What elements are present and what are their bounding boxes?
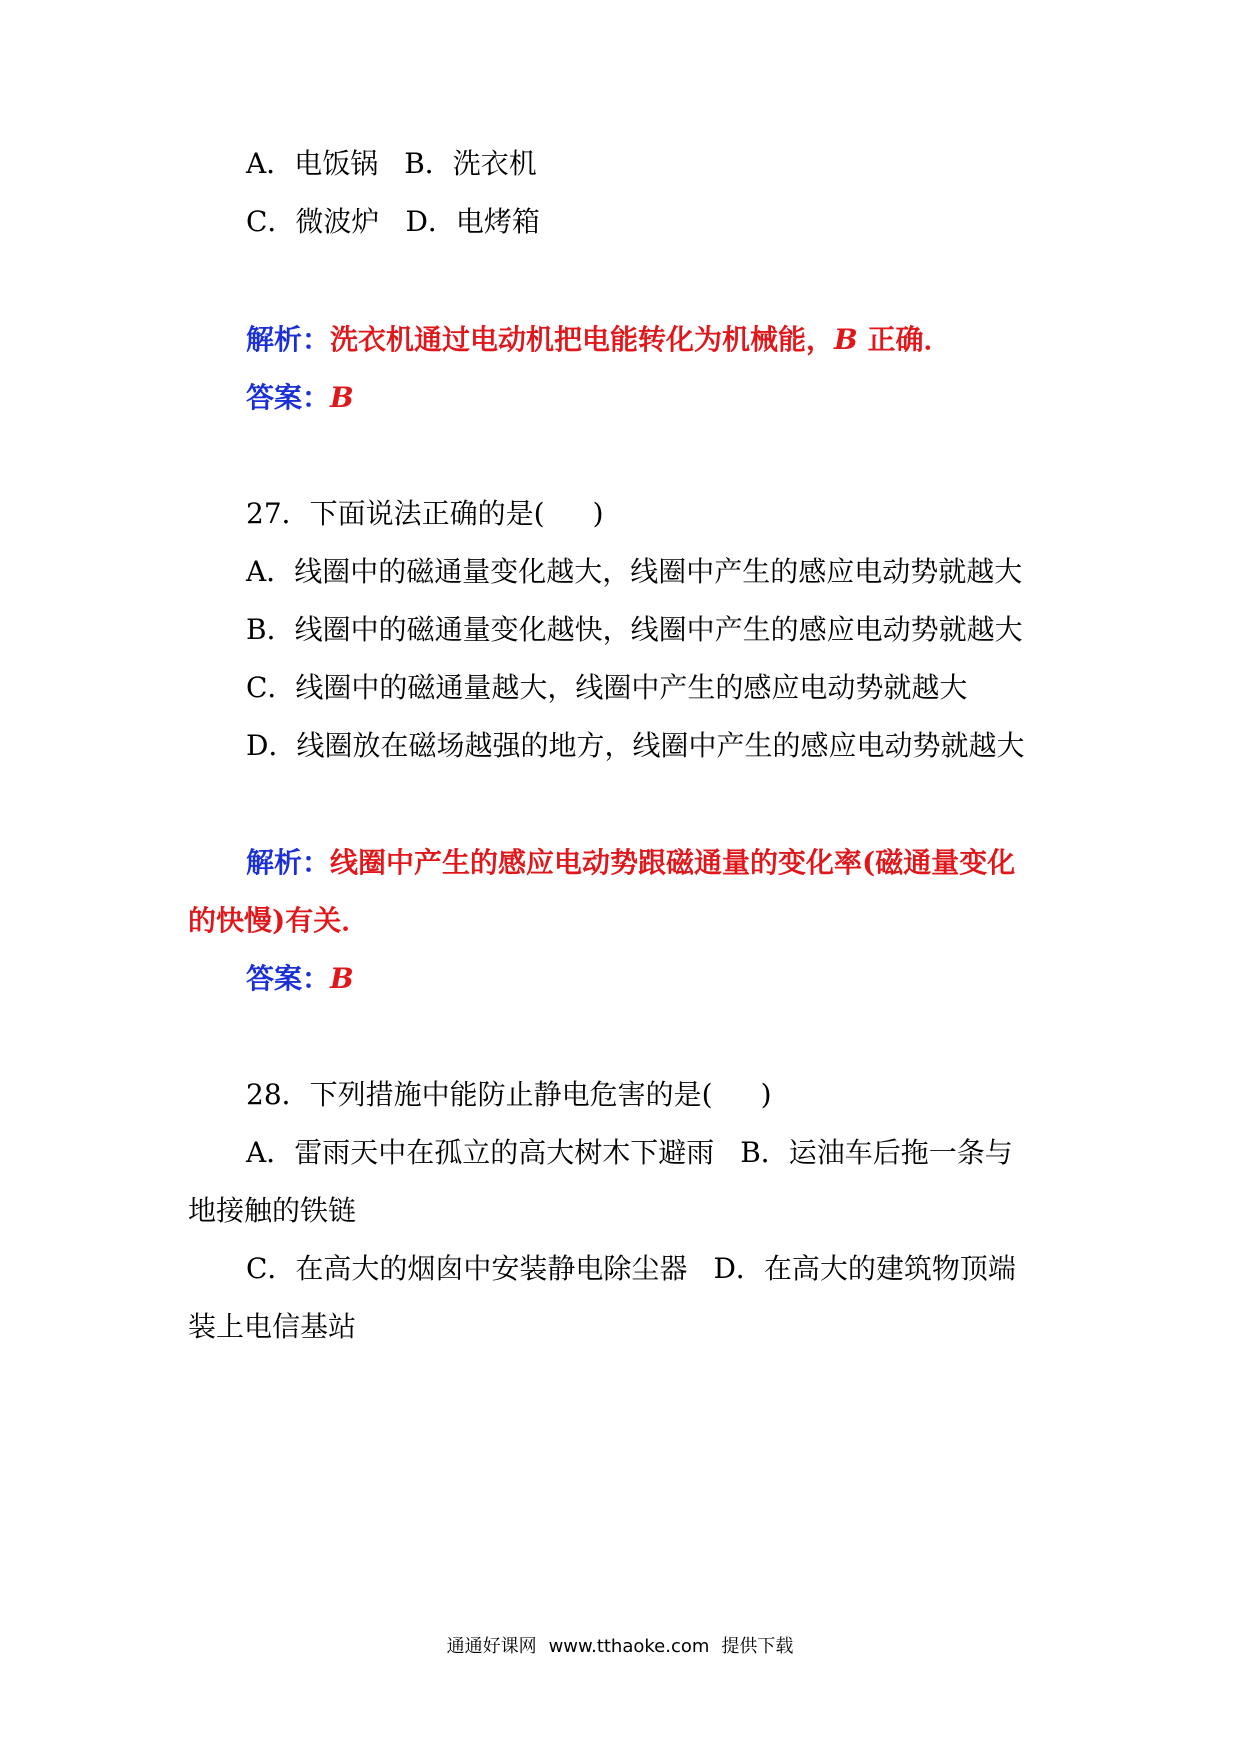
footer-url[interactable]: www.tthaoke.com [548, 1636, 710, 1657]
q27-stem-close: ) [592, 497, 604, 530]
page-footer [0, 1634, 1240, 1660]
q27-answer-value: B [330, 962, 354, 995]
q27-analysis-text-1: 线圈中产生的感应电动势跟磁通量的变化率(磁通量变化 [330, 846, 1016, 879]
q28-option-d-part-1: D．在高大的建筑物顶端 [713, 1252, 1016, 1285]
footer-site-name: 通通好课网 [446, 1636, 537, 1657]
q27-analysis-line-1 [246, 843, 1015, 883]
prev-analysis-label: 解析： [246, 323, 331, 356]
prev-option-b: B．洗衣机 [404, 147, 537, 180]
q27-answer [246, 959, 354, 999]
q27-option-c: C．线圈中的磁通量越大，线圈中产生的感应电动势就越大 [246, 671, 968, 704]
q27-answer-label: 答案： [246, 962, 331, 995]
prev-options-row-1 [246, 144, 537, 184]
prev-analysis-letter: B [834, 323, 858, 356]
prev-options-row-2 [246, 202, 540, 242]
prev-option-c: C．微波炉 [246, 205, 380, 238]
prev-answer-label: 答案： [246, 381, 331, 414]
q28-option-b-part-2: 地接触的铁链 [188, 1194, 357, 1227]
prev-answer [246, 378, 354, 418]
q28-option-c: C．在高大的烟囱中安装静电除尘器 [246, 1252, 688, 1285]
prev-analysis-tail: 正确． [867, 323, 952, 356]
q28-stem-text: 28．下列措施中能防止静电危害的是( [246, 1078, 713, 1111]
prev-answer-value: B [330, 381, 354, 414]
q27-analysis-text-2: 的快慢)有关． [188, 904, 370, 937]
q28-option-a: A．雷雨天中在孤立的高大树木下避雨 [246, 1136, 715, 1169]
q27-option-d: D．线圈放在磁场越强的地方，线圈中产生的感应电动势就越大 [246, 729, 1025, 762]
q27-option-a: A．线圈中的磁通量变化越大，线圈中产生的感应电动势就越大 [246, 555, 1023, 588]
q27-option-b: B．线圈中的磁通量变化越快，线圈中产生的感应电动势就越大 [246, 613, 1023, 646]
q27-analysis-label: 解析： [246, 846, 331, 879]
q28-stem [246, 1075, 772, 1115]
q27-stem-text: 27．下面说法正确的是( [246, 497, 545, 530]
prev-analysis [246, 320, 951, 360]
prev-analysis-text: 洗衣机通过电动机把电能转化为机械能， [330, 323, 835, 356]
prev-option-a: A．电饭锅 [246, 147, 379, 180]
footer-note: 提供下载 [721, 1636, 794, 1657]
q28-stem-close: ) [760, 1078, 772, 1111]
q28-option-row-cd [246, 1249, 1016, 1289]
q27-analysis-line-2 [188, 901, 369, 941]
q28-option-row-ab [246, 1133, 1013, 1173]
prev-option-d: D．电烤箱 [405, 205, 540, 238]
q28-option-d-part-2: 装上电信基站 [188, 1310, 357, 1343]
q28-option-b-part-1: B．运油车后拖一条与 [740, 1136, 1013, 1169]
q27-stem [246, 494, 604, 534]
